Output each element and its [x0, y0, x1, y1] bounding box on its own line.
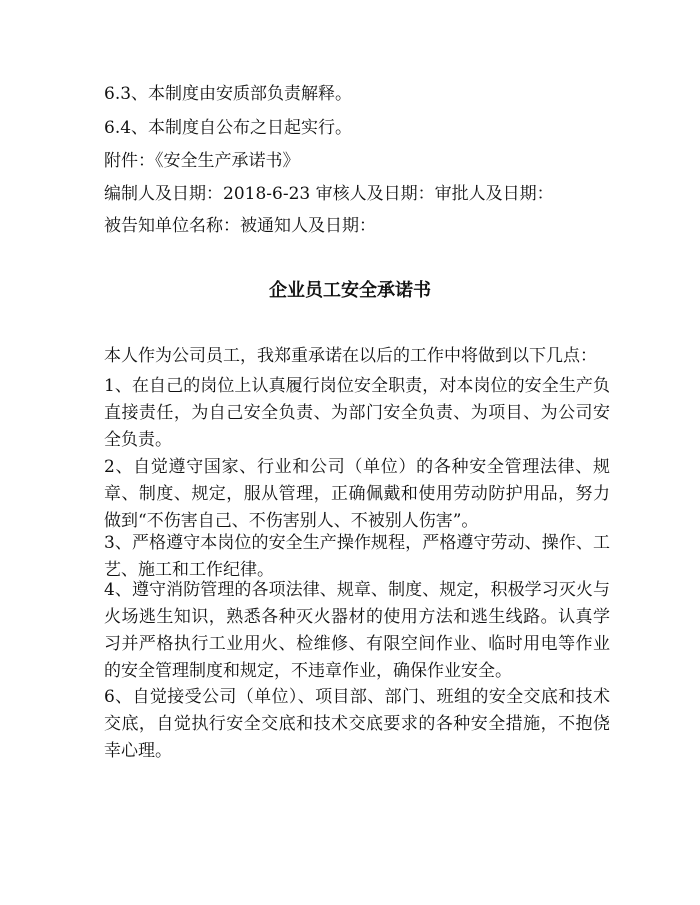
- commitment-item-2: 2、自觉遵守国家、行业和公司（单位）的各种安全管理法律、规章、制度、规定，服从管理，正确佩戴和使用劳动防护用品，努力做到“不伤害自己、不伤害别人、不被别人伤害”。: [104, 457, 610, 531]
- intro-paragraph: 本人作为公司员工，我郑重承诺在以后的工作中将做到以下几点：: [104, 346, 597, 366]
- notified-unit-line: 被告知单位名称：被通知人及日期：: [104, 216, 376, 236]
- document-title: 企业员工安全承诺书: [269, 280, 431, 301]
- commitment-item-1: 1、在自己的岗位上认真履行岗位安全职责，对本岗位的安全生产负直接责任，为自己安全负责、为部门安全负责、为项目、为公司安全负责。: [104, 376, 610, 450]
- commitment-item-4: 4、遵守消防管理的各项法律、规章、制度、规定，积极学习灭火与火场逃生知识，熟悉各种灭火器材的使用方法和逃生线路。认真学习并严格执行工业用火、检维修、有限空间作业、临时用电等作业的安全管理制度和规定，不违章作业，确保作业安全。: [104, 580, 610, 681]
- commitment-item-6: 6、自觉接受公司（单位）、项目部、部门、班组的安全交底和技术交底，自觉执行安全交底和技术交底要求的各种安全措施，不抱侥幸心理。: [104, 687, 610, 761]
- attachment-line: 附件：《安全生产承诺书》: [104, 151, 300, 171]
- clause-6-3: 6.3、本制度由安质部负责解释。: [104, 84, 353, 104]
- clause-6-4: 6.4、本制度自公布之日起实行。: [104, 118, 353, 138]
- commitment-item-3: 3、严格遵守本岗位的安全生产操作规程，严格遵守劳动、操作、工艺、施工和工作纪律。: [104, 533, 610, 580]
- signature-dates-line: 编制人及日期：2018-6-23 审核人及日期：审批人及日期：: [104, 184, 554, 204]
